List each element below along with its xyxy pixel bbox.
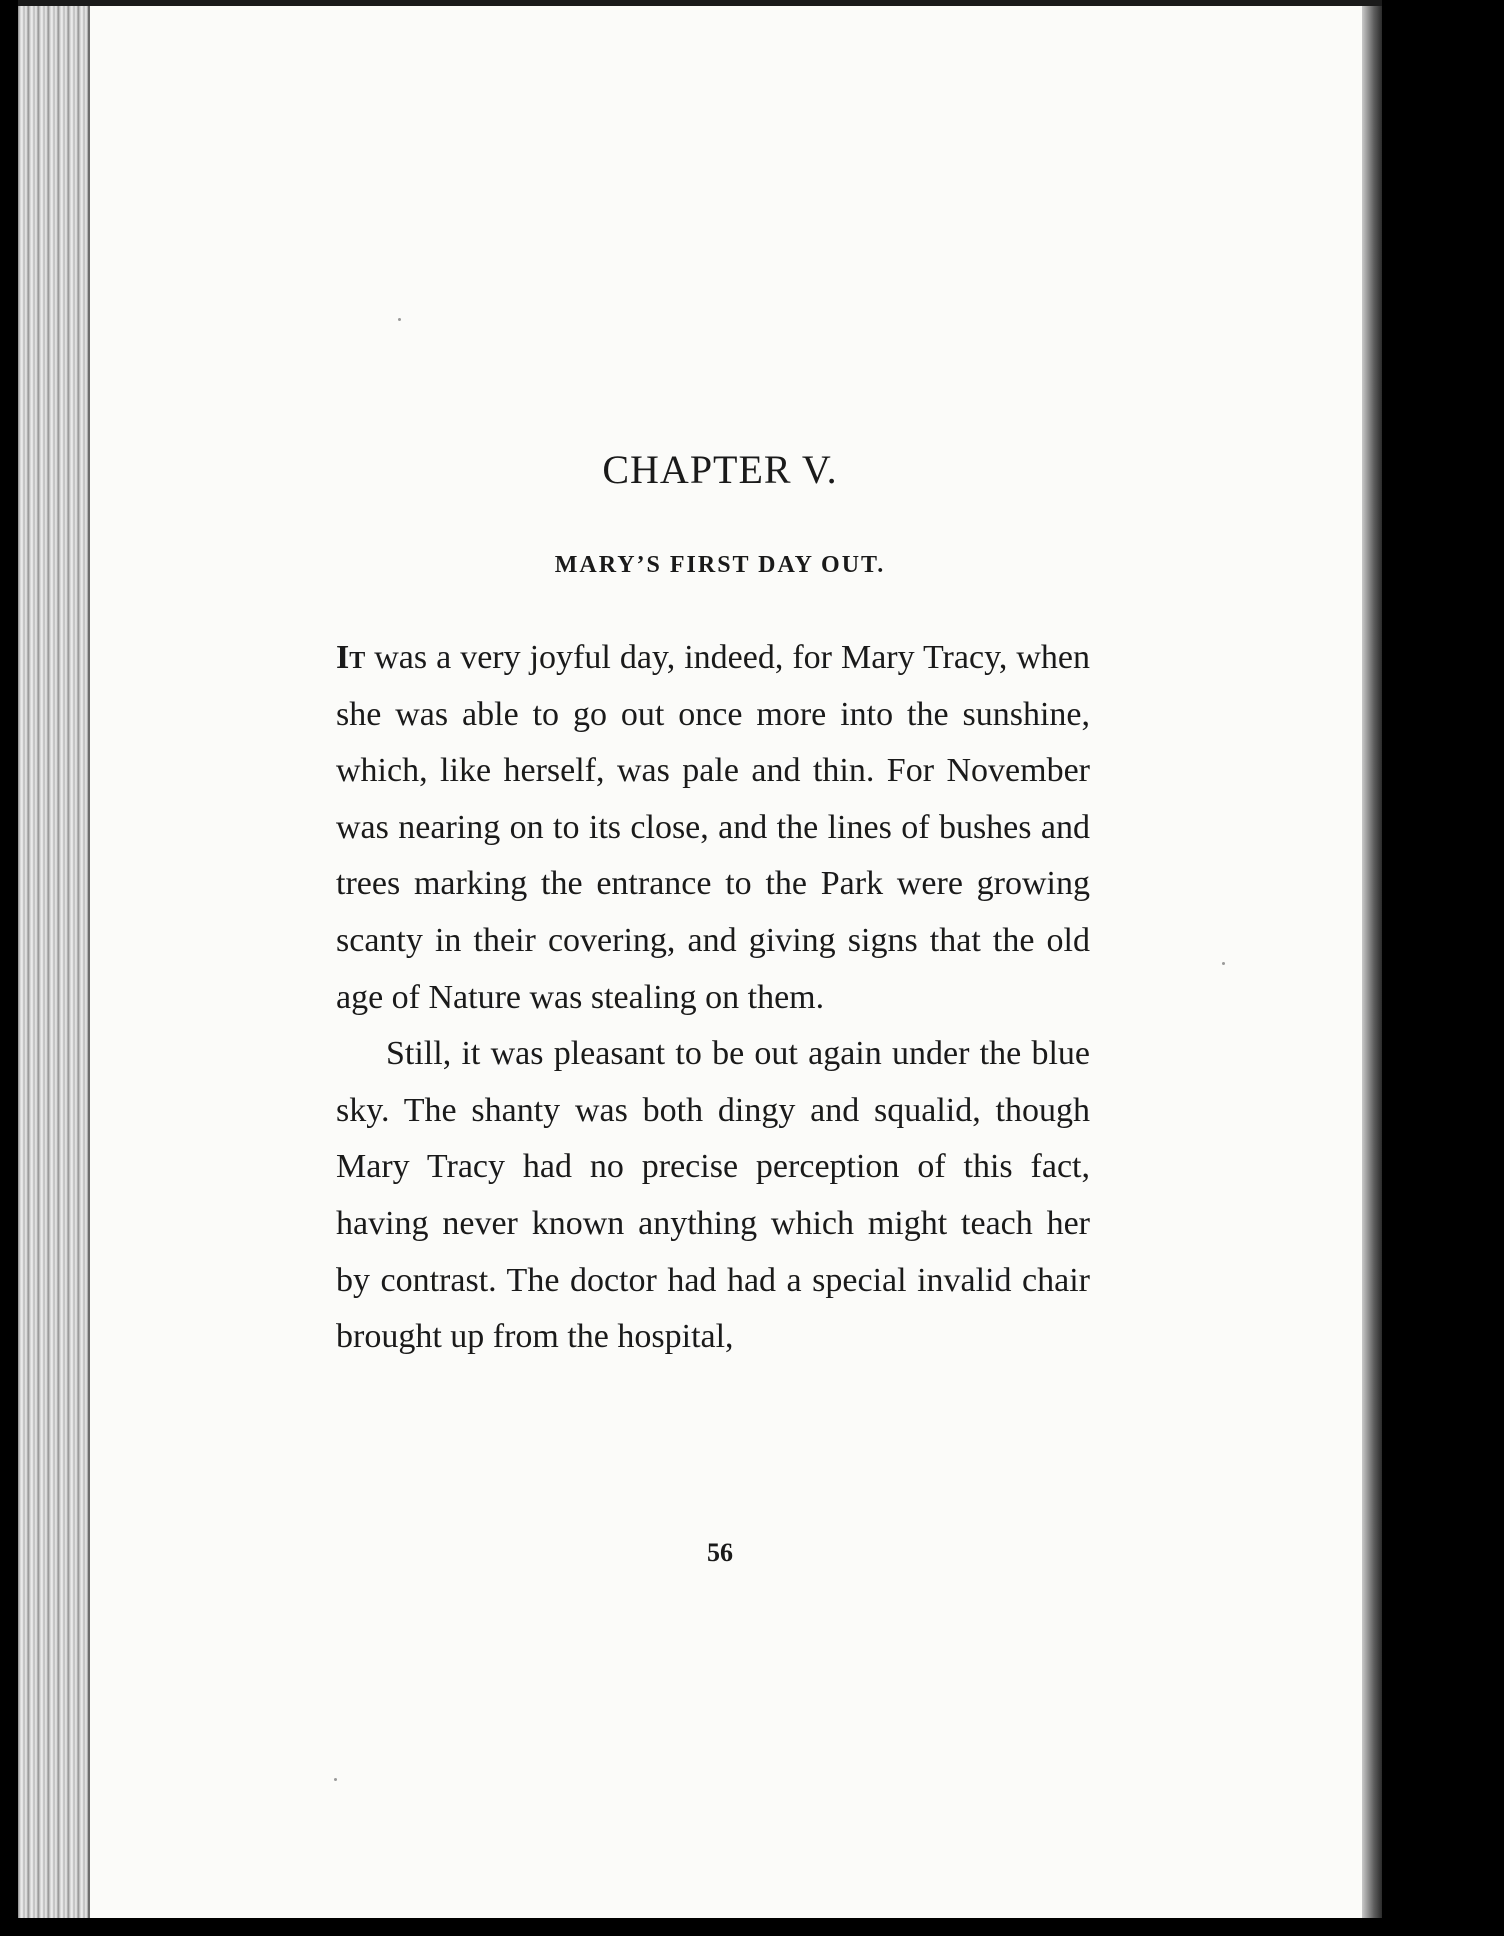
specks <box>334 1778 337 1781</box>
chapter-body <box>336 630 1090 1366</box>
paragraph-1 <box>336 630 1090 1026</box>
page-number: 56 <box>707 1538 733 1567</box>
chapter-title: CHAPTER V. <box>602 447 838 492</box>
book-right-edge <box>1362 6 1382 1918</box>
opening-word: It <box>336 639 366 676</box>
specks <box>1222 962 1225 965</box>
specks <box>398 318 401 321</box>
paragraph-2: Still, it was pleasant to be out again under the blue sky. The shanty was both dingy and squalid, though Mary Tracy had no precise perception of this fact, having never known anything which might teach her by contrast. The doctor had had a special invalid chair brought up from the hospital, <box>336 1035 1090 1356</box>
chapter-subtitle: MARY’S FIRST DAY OUT. <box>554 552 886 578</box>
paragraph-1-text: was a very joyful day, indeed, for Mary Tracy, when she was able to go out once more into the sunshine, which, like herself, was pale and thin. For November was nearing on to its close, and the lines of bushes and trees marking the entrance to the Park were growing scanty in their covering, and giving signs that the old age of Nature was stealing on them. <box>336 639 1090 1016</box>
